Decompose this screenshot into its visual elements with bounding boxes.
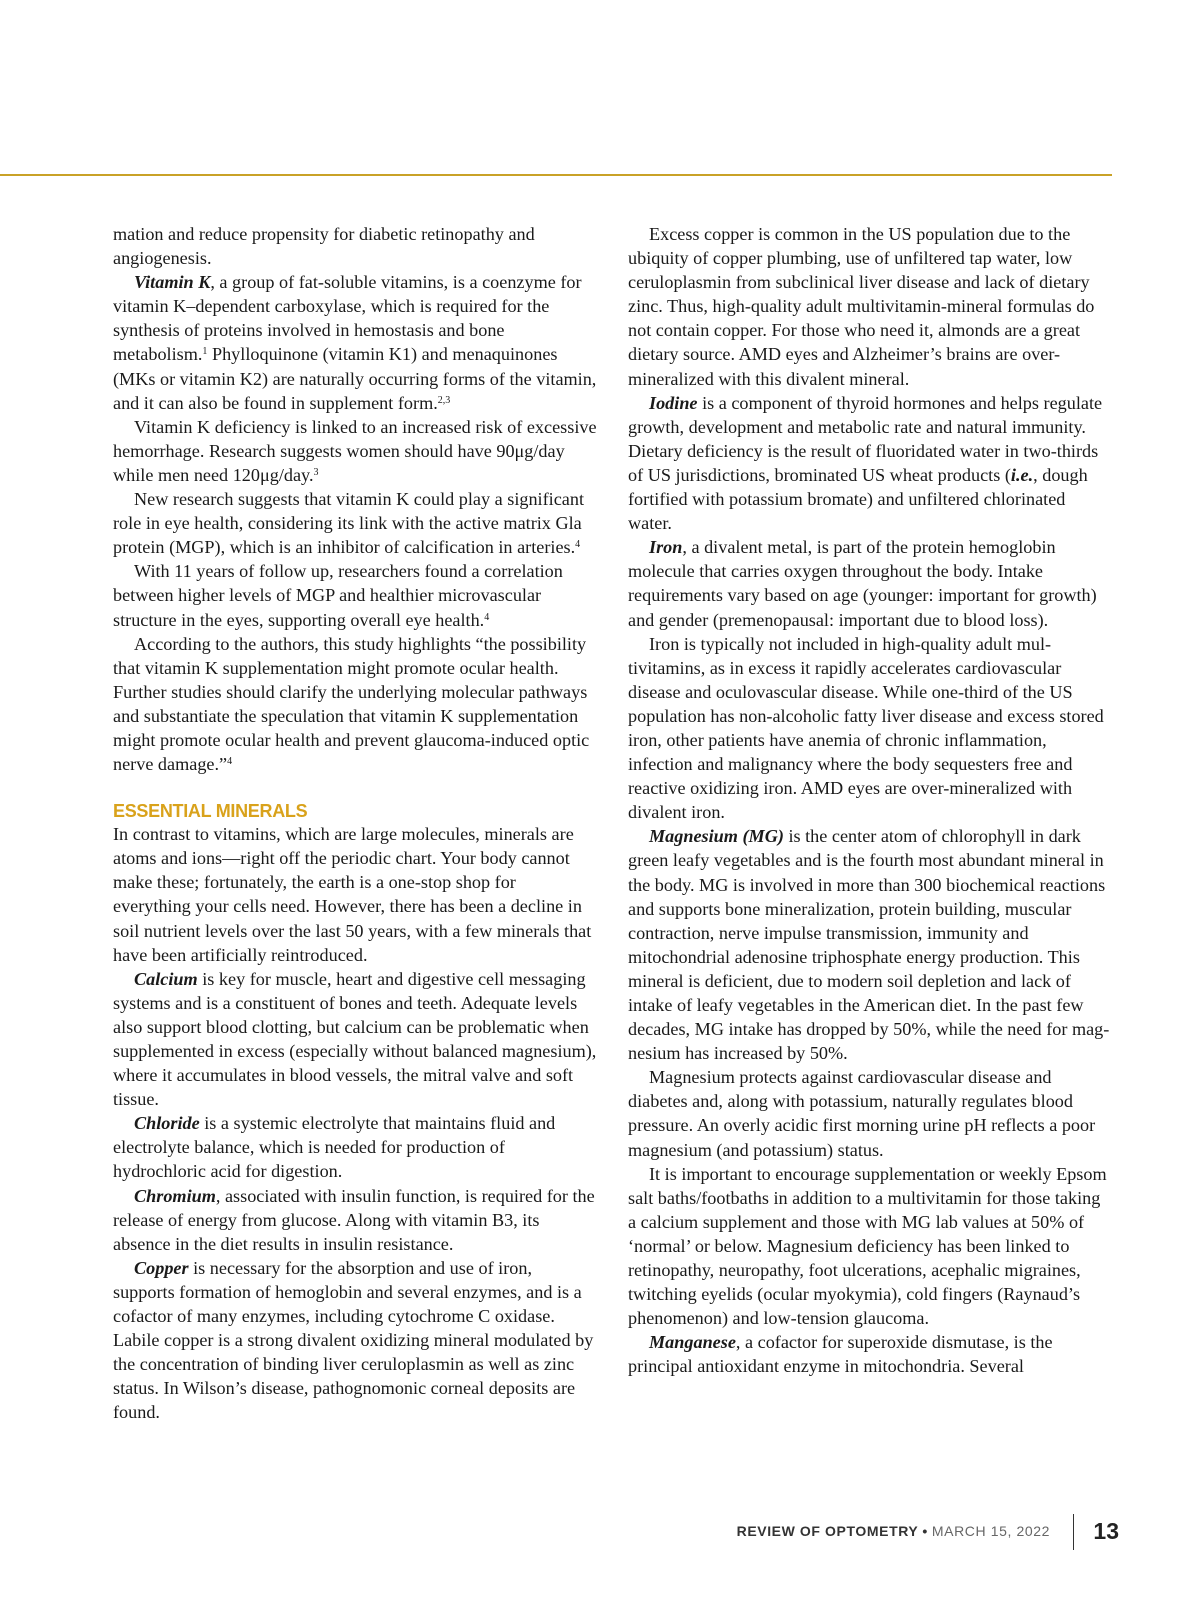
paragraph: Magnesium protects against cardiovascular disease and diabetes and, along with potassium, naturally regulates blood pressure. An overly acidic first morning urine pH reflects a poor magnesium (and potassium) status. [628,1067,1096,1160]
paragraph-copper: Copper is necessary for the absorption and use of iron, supports formation of hemoglobin and several enzymes, and is a cofactor of many enzymes, including cytochrome C oxidase. Labile copper is a strong divalent oxidizing mineral modulated by the concentration of binding liver ceruloplasmin as well as zinc status. In Wilson’s disease, pathognomonic corneal deposits are found. [113,1257,594,1423]
header-rule [0,174,1112,176]
paragraph-chromium: Chromium, associated with insulin function, is required for the release of energy from glucose. Along with vitamin B3, its absence in the diet results in insulin resistance. [113,1185,595,1254]
footer-separator: • [922,1523,928,1539]
reference: 1 [202,346,208,358]
term-iron: Iron [649,537,683,558]
paragraph: It is important to encourage supplementation or weekly Epsom salt baths/footbaths in addition to a multivitamin for those taking a calcium supplement and those with MG lab values at 50% of ‘normal’ or below. Magnesium deficiency has been linked to retinopathy, neuropathy, foot ulcerations, acephalic migraines, twitching eyelids (ocular myokymia), cold fingers (Raynaud’s phenomenon) and low-tension glaucoma. [628,1163,1107,1329]
term-chloride: Chloride [134,1113,200,1134]
paragraph-chloride: Chloride is a systemic electrolyte that maintains fluid and electrolyte balance, which is needed for production of hydrochloric acid for digestion. [113,1113,556,1182]
reference: 2,3 [437,394,451,406]
term-calcium: Calcium [134,968,198,989]
footer-divider [1073,1514,1075,1550]
footer-credit [737,1523,1050,1539]
paragraph-calcium: Calcium is key for muscle, heart and digestive cell messaging systems and is a constituent of bones and teeth. Adequate levels also support blood clotting, but calcium can be problematic when supplemented in excess (especially without balanced magnesium), where it accumulates in blood vessels, the mitral valve and soft tissue. [113,968,597,1110]
paragraph-magnesium: Magnesium (MG) is the center atom of chlorophyll in dark green leafy vegetables and is the fourth most abundant mineral in the body. MG is involved in more than 300 biochemical reactions and supports bone mineralization, protein building, muscular contraction, nerve impulse transmission, immunity and mitochondrial adenosine triphosphate energy production. This mineral is deficient, due to modern soil depletion and lack of intake of leafy vegetables in the American diet. In the past few decades, MG intake has dropped by 50%, while the need for magnesium has increased by 50%. [628,826,1110,1064]
section-heading: ESSENTIAL MINERALS [113,801,308,822]
term-vitamin-k: Vitamin K [134,272,211,293]
page-number: 13 [1093,1518,1119,1544]
paragraph: According to the authors, this study highlights “the possibility that vitamin K supplementation might promote ocular health. Further studies should clarify the underlying molecular pathways and substantiate the speculation that vitamin K supplementation might promote ocular health and prevent glaucoma-induced optic nerve damage.”$^4$ [113,633,590,775]
reference: 4 [227,756,233,768]
paragraph: mation and reduce propensity for diabetic retinopathy and angiogenesis. [113,224,535,269]
right-column [628,222,1112,1379]
left-column [113,222,597,1425]
publication-name: REVIEW OF OPTOMETRY [736,1523,919,1539]
reference: 3 [313,466,319,478]
abbreviation-ie: i.e. [1010,464,1034,485]
term-iodine: Iodine [649,392,698,413]
page-footer [700,1514,1160,1550]
term-magnesium: Magnesium (MG) [649,826,784,847]
paragraph-iron: Iron, a divalent metal, is part of the protein hemoglobin molecule that carries oxygen throughout the body. Intake requirements vary based on age (younger: important for growth) and gender (premenopausal: important due to blood loss). [628,537,1097,630]
paragraph: Excess copper is common in the US population due to the ubiquity of copper plumbing, use of unfiltered tap water, low ceruloplasmin from subclinical liver disease and lack of dietary zinc. Thus, high-quality adult multivitamin-mineral formulas do not contain copper. For those who need it, almonds are a great dietary source. AMD eyes and Alzheimer’s brains are over-mineralized with this divalent mineral. [628,224,1095,389]
paragraph-manganese: Manganese, a cofactor for superoxide dismutase, is the principal antioxidant enzyme in mitochondria. Several [628,1332,1053,1377]
term-chromium: Chromium [134,1185,216,1206]
term-copper: Copper [134,1257,189,1278]
paragraph-iodine: Iodine is a component of thyroid hormones and helps regulate growth, development and metabolic rate and natural immunity. Dietary deficiency is the result of fluoridated water in two-thirds of US jurisdictions, brominated US wheat products (i.e., dough fortified with potassium bromate) and unfiltered chlorinated water. [628,392,1103,534]
paragraph: Vitamin K deficiency is linked to an increased risk of excessive hemorrhage. Research suggests women should have 90μg/day while men need 120μg/day.$^3$ [113,416,597,485]
paragraph: With 11 years of follow up, researchers found a correlation between higher levels of MGP and healthier microvascular structure in the eyes, supporting overall eye health.$^4$ [113,561,563,630]
term-manganese: Manganese [649,1332,736,1353]
reference: 4 [484,611,490,623]
reference: 4 [575,539,581,551]
issue-date: MARCH 15, 2022 [931,1523,1050,1539]
paragraph: In contrast to vitamins, which are large molecules, minerals are atoms and ions—right off the periodic chart. Your body cannot make these; fortunately, the earth is a one-stop shop for everything your cells need. However, there has been a decline in soil nutrient levels over the last 50 years, with a few minerals that have been artificially reintroduced. [113,824,592,965]
paragraph: New research suggests that vitamin K could play a significant role in eye health, considering its link with the active matrix Gla protein (MGP), which is an inhibitor of calcification in arteries.$^4$ [113,489,585,558]
paragraph-vitamin-k: Vitamin K, a group of fat-soluble vitamins, is a coenzyme for vitamin K–dependent carboxylase, which is required for the synthesis of proteins involved in hemostasis and bone metabolism.$^1$ Phylloquinone (vitamin K1) and menaquinones (MKs or vitamin K2) are naturally occurring forms of the vitamin, and it can also be found in supplement form.$^{2,3}$ [113,272,597,413]
paragraph: Iron is typically not included in high-quality adult multivitamins, as in excess it rapidly accelerates cardiovascular disease and oculovascular disease. While one-third of the US population has non-alcoholic fatty liver disease and excess stored iron, other patients have anemia of chronic inflammation, infection and malignancy where the body sequesters free and reactive oxidizing iron. AMD eyes are over-mineralized with divalent iron. [628,633,1104,823]
